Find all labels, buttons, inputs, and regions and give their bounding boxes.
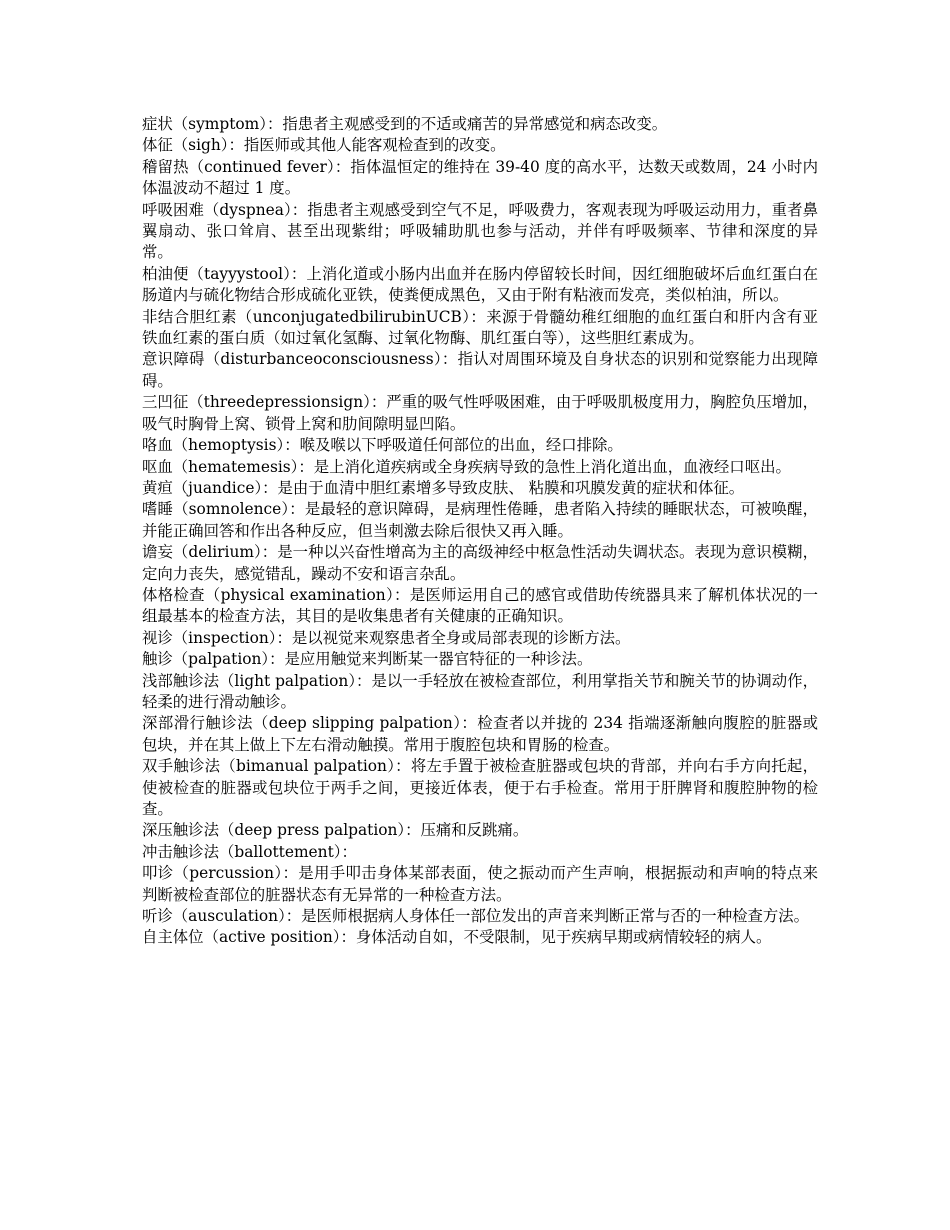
document-body xyxy=(142,114,818,949)
definition-light-palpation: 浅部触诊法（light palpation）：是以一手轻放在被检查部位，利用掌指关节和腕关节的协调动作，轻柔的进行滑动触诊。 xyxy=(142,671,818,711)
definition-sign: 体征（sigh）：指医师或其他人能客观检查到的改变。 xyxy=(142,136,506,155)
definition-hematemesis: 呕血（hematemesis）：是上消化道疾病或全身疾病导致的急性上消化道出血，血液经口呕出。 xyxy=(142,457,791,476)
definition-jaundice: 黄疸（juandice）：是由于血清中胆红素增多导致皮肤、 粘膜和巩膜发黄的症状和体征。 xyxy=(142,478,745,497)
definition-somnolence: 嗜睡（somnolence）：是最轻的意识障碍，是病理性倦睡，患者陷入持续的睡眠状态，可被唤醒，并能正确回答和作出各种反应，但当刺激去除后很快又再入睡。 xyxy=(142,500,818,540)
definition-hemoptysis: 咯血（hemoptysis）：喉及喉以下呼吸道任何部位的出血，经口排除。 xyxy=(142,436,623,455)
definition-delirium: 谵妄（delirium）：是一种以兴奋性增高为主的高级神经中枢急性活动失调状态。表现为意识模糊，定向力丧失，感觉错乱，躁动不安和语言杂乱。 xyxy=(142,543,818,583)
definition-physical-examination: 体格检查（physical examination）：是医师运用自己的感官或借助传统器具来了解机体状况的一组最基本的检查方法，其目的是收集患者有关健康的正确知识。 xyxy=(142,585,818,626)
definition-palpation: 触诊（palpation）：是应用触觉来判断某一器官特征的一种诊法。 xyxy=(142,650,593,669)
definition-symptom: 症状（symptom）：指患者主观感受到的不适或痛苦的异常感觉和病态改变。 xyxy=(142,115,668,133)
definition-deep-press-palpation: 深压触诊法（deep press palpation）：压痛和反跳痛。 xyxy=(142,821,529,840)
definition-tarry-stool: 柏油便（tayyystool）：上消化道或小肠内出血并在肠内停留较长时间，因红细胞破坏后血红蛋白在肠道内与硫化物结合形成硫化亚铁，使粪便成黑色，又由于附有粘液而发亮，类似柏油，所以。 xyxy=(142,264,818,305)
definition-ballottement: 冲击触诊法（ballottement）： xyxy=(142,842,357,861)
definition-dyspnea: 呼吸困难（dyspnea）：指患者主观感受到空气不足，呼吸费力，客观表现为呼吸运动用力，重者鼻翼扇动、张口耸肩、甚至出现紫绀；呼吸辅助肌也参与活动，并伴有呼吸频率、节律和深度的异常。 xyxy=(142,200,818,262)
definition-unconjugated-bilirubin: 非结合胆红素（unconjugatedbilirubinUCB）：来源于骨髓幼稚红细胞的血红蛋白和肝内含有亚铁血红素的蛋白质（如过氧化氢酶、过氧化物酶、肌红蛋白等），这些胆红素成为。 xyxy=(142,307,818,348)
definition-continued-fever: 稽留热（continued fever）：指体温恒定的维持在 39-40 度的高水平，达数天或数周，24 小时内体温波动不超过 1 度。 xyxy=(142,157,818,198)
definition-auscultation: 听诊（ausculation）：是医师根据病人身体任一部位发出的声音来判断正常与否的一种检查方法。 xyxy=(142,907,810,926)
definition-three-depression-sign: 三凹征（threedepressionsign）：严重的吸气性呼吸困难，由于呼吸肌极度用力，胸腔负压增加，吸气时胸骨上窝、锁骨上窝和肋间隙明显凹陷。 xyxy=(142,393,818,433)
definition-percussion: 叩诊（percussion）：是用手叩击身体某部表面，使之振动而产生声响，根据振动和声响的特点来判断被检查部位的脏器状态有无异常的一种检查方法。 xyxy=(142,864,818,904)
definition-disturbance-of-consciousness: 意识障碍（disturbanceoconsciousness）：指认对周围环境及自身状态的识别和觉察能力出现障碍。 xyxy=(142,350,818,390)
definition-inspection: 视诊（inspection）：是以视觉来观察患者全身或局部表现的诊断方法。 xyxy=(142,628,631,647)
definition-bimanual-palpation: 双手触诊法（bimanual palpation）：将左手置于被检查脏器或包块的背部，并向右手方向托起，使被检查的脏器或包块位于两手之间，更接近体表，便于右手检查。常用于肝脾肾和腹腔肿物的检查。 xyxy=(142,757,818,818)
definition-active-position: 自主体位（active position）：身体活动自如，不受限制，见于疾病早期或病情较轻的病人。 xyxy=(142,928,772,947)
definition-deep-slipping-palpation: 深部滑行触诊法（deep slipping palpation）：检查者以并拢的 234 指端逐渐触向腹腔的脏器或包块，并在其上做上下左右滑动触摸。常用于腹腔包块和胃肠的检查。 xyxy=(142,714,818,754)
